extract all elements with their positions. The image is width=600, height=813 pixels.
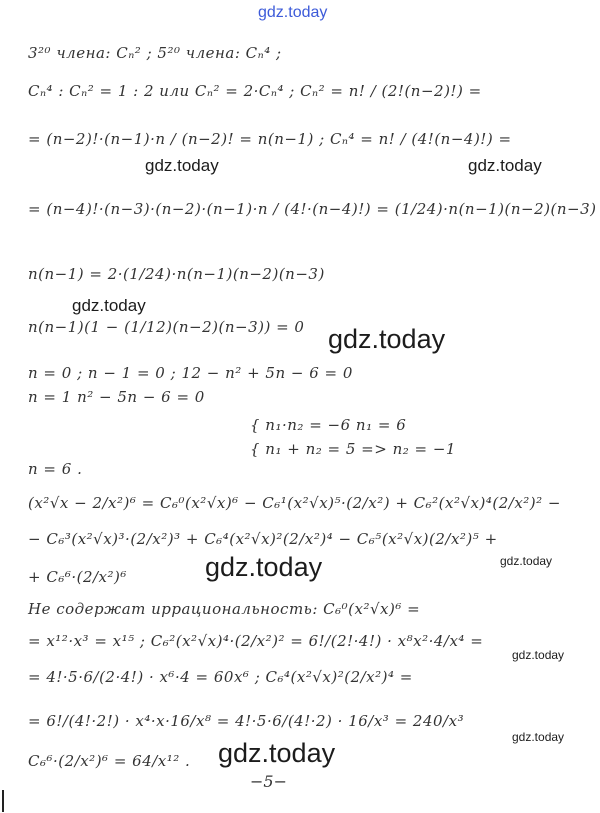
line-18: = 6!/(4!·2!) · x⁴·x·16/x⁸ = 4!·5·6/(4!·2) · 16/x³ = 240/x³	[28, 712, 465, 730]
line-2: Cₙ⁴ : Cₙ² = 1 : 2 или Cₙ² = 2·Cₙ⁴ ; Cₙ² = n! / (2!(n−2)!) =	[28, 82, 482, 100]
line-11: n = 6 .	[28, 460, 83, 478]
margin-mark	[2, 790, 4, 812]
line-5: n(n−1) = 2·(1/24)·n(n−1)(n−2)(n−3)	[28, 265, 325, 283]
line-9: { n₁·n₂ = −6 n₁ = 6	[250, 416, 407, 434]
watermark: gdz.today	[500, 554, 553, 568]
watermark: gdz.today	[512, 730, 565, 744]
line-7: n = 0 ; n − 1 = 0 ; 12 − n² + 5n − 6 = 0	[28, 364, 353, 382]
line-1: 3²⁰ члена: Cₙ² ; 5²⁰ члена: Cₙ⁴ ;	[28, 44, 282, 62]
page-number: −5−	[250, 772, 287, 791]
line-4: = (n−4)!·(n−3)·(n−2)·(n−1)·n / (4!·(n−4)!) = (1/24)·n(n−1)(n−2)(n−3)	[28, 200, 597, 218]
line-15: Не содержат иррациональность: C₆⁰(x²√x)⁶ =	[28, 600, 421, 618]
watermark: gdz.today	[468, 156, 542, 175]
watermark: gdz.today	[145, 156, 219, 175]
watermark: gdz.today	[512, 648, 565, 662]
watermark: gdz.today	[72, 296, 146, 315]
line-12: (x²√x − 2/x²)⁶ = C₆⁰(x²√x)⁶ − C₆¹(x²√x)⁵·(2/x²) + C₆²(x²√x)⁴(2/x²)² −	[28, 494, 561, 512]
line-14: + C₆⁶·(2/x²)⁶	[28, 568, 127, 586]
line-10: { n₁ + n₂ = 5 => n₂ = −1	[250, 440, 456, 458]
line-17: = 4!·5·6/(2·4!) · x⁶·4 = 60x⁶ ; C₆⁴(x²√x)²(2/x²)⁴ =	[28, 668, 413, 686]
line-3: = (n−2)!·(n−1)·n / (n−2)! = n(n−1) ; Cₙ⁴ = n! / (4!(n−4)!) =	[28, 130, 512, 148]
watermark-top: gdz.today	[258, 4, 328, 21]
line-16: = x¹²·x³ = x¹⁵ ; C₆²(x²√x)⁴·(2/x²)² = 6!/(2!·4!) · x⁸x²·4/x⁴ =	[28, 632, 484, 650]
line-19: C₆⁶·(2/x²)⁶ = 64/x¹² .	[28, 752, 191, 770]
watermark: gdz.today	[218, 738, 336, 768]
line-6: n(n−1)(1 − (1/12)(n−2)(n−3)) = 0	[28, 318, 305, 336]
watermark: gdz.today	[205, 552, 323, 582]
line-8: n = 1 n² − 5n − 6 = 0	[28, 388, 205, 406]
watermark: gdz.today	[328, 324, 446, 354]
line-13: − C₆³(x²√x)³·(2/x²)³ + C₆⁴(x²√x)²(2/x²)⁴ − C₆⁵(x²√x)(2/x²)⁵ +	[28, 530, 498, 548]
